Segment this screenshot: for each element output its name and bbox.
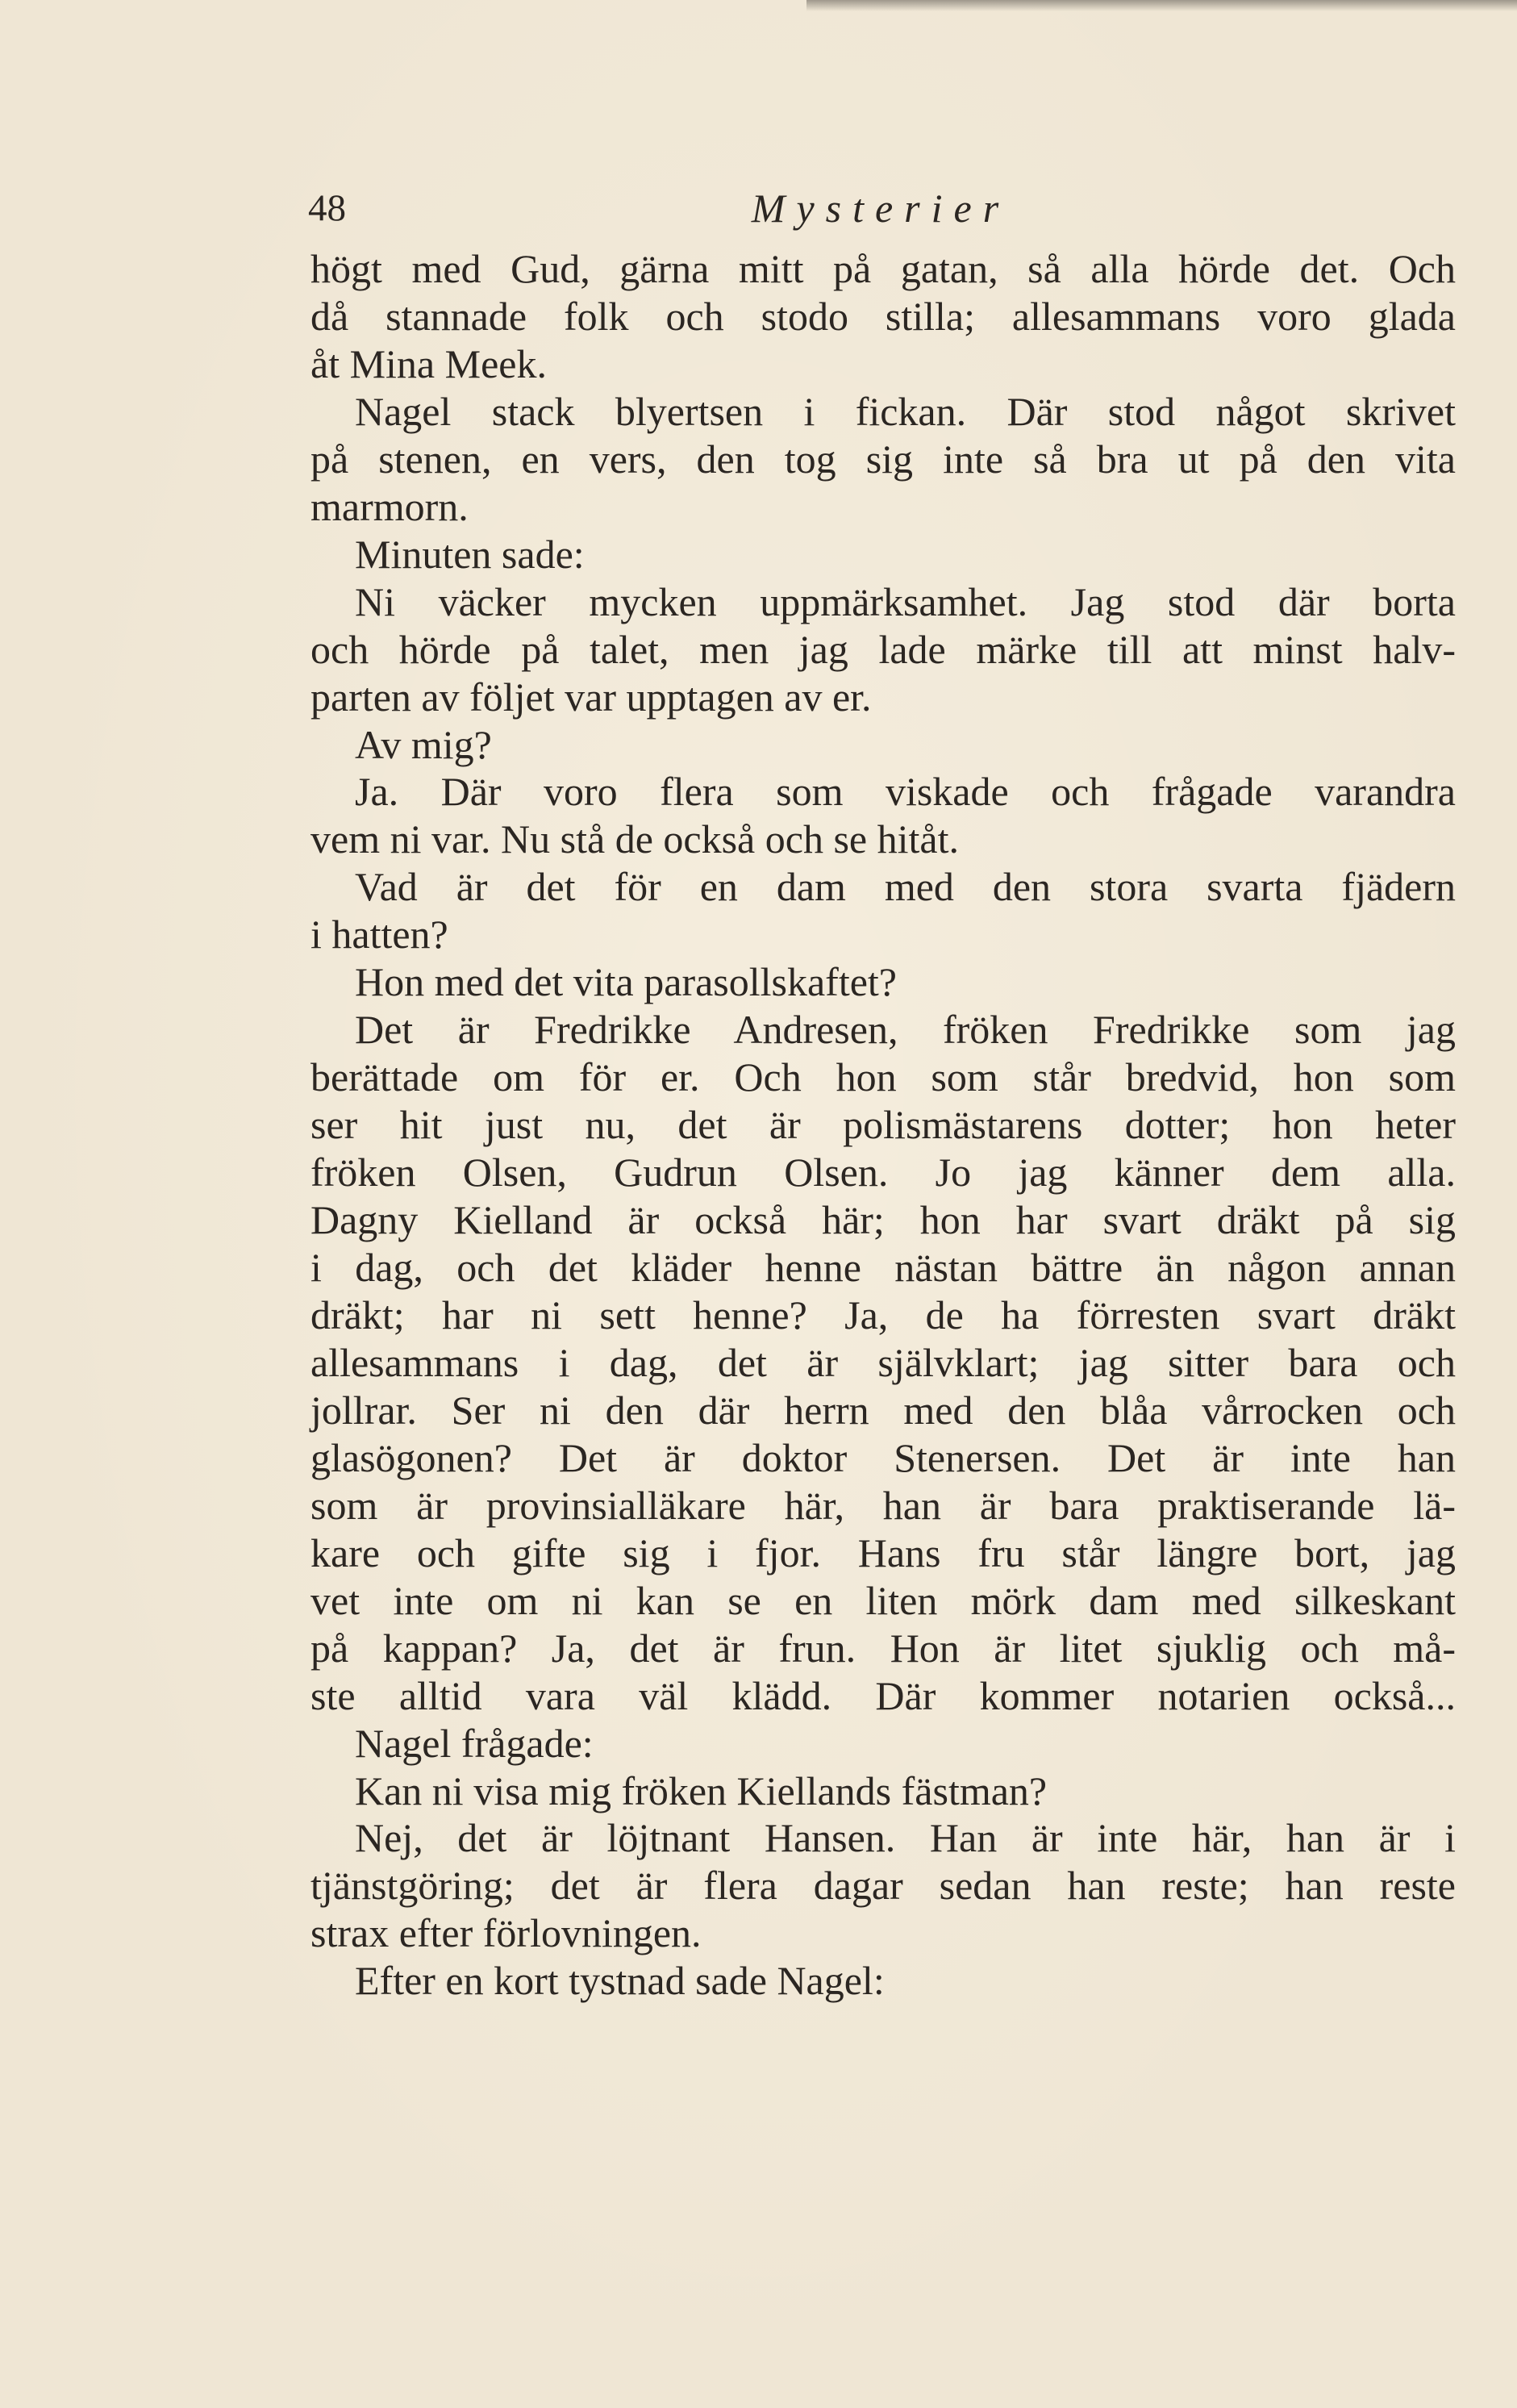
text-line: jollrar. Ser ni den där herrn med den blåa vårrocken och bbox=[310, 1387, 1456, 1433]
text-line: på stenen, en vers, den tog sig inte så bra ut på den vita bbox=[310, 436, 1456, 482]
text-line: fröken Olsen, Gudrun Olsen. Jo jag känner dem alla. bbox=[310, 1150, 1456, 1196]
text-line: Kan ni visa mig fröken Kiellands fästman? bbox=[355, 1767, 1048, 1813]
text-line: parten av följet var upptagen av er. bbox=[310, 674, 872, 720]
text-line: åt Mina Meek. bbox=[310, 340, 547, 386]
text-line: glasögonen? Det är doktor Stenersen. Det är inte han bbox=[310, 1434, 1456, 1480]
text-line: Nagel stack blyertsen i fickan. Där stod något skrivet bbox=[355, 388, 1456, 434]
text-line: högt med Gud, gärna mitt på gatan, så alla hörde det. Och bbox=[310, 246, 1456, 291]
text-line: ser hit just nu, det är polismästarens dotter; hon heter bbox=[310, 1102, 1456, 1148]
text-line: i dag, och det kläder henne nästan bättre än någon annan bbox=[310, 1245, 1456, 1291]
body-text bbox=[310, 245, 1456, 2005]
text-line: som är provinsialläkare här, han är bara praktiserande lä- bbox=[310, 1482, 1456, 1528]
text-line: på kappan? Ja, det är frun. Hon är litet sjuklig och må- bbox=[310, 1625, 1456, 1671]
text-line: Nagel frågade: bbox=[355, 1720, 594, 1766]
text-line: Ni väcker mycken uppmärksamhet. Jag stod där borta bbox=[355, 578, 1456, 624]
running-head bbox=[308, 176, 1453, 240]
text-line: Ja. Där voro flera som viskade och frågade varandra bbox=[355, 769, 1456, 815]
text-line: vem ni var. Nu stå de också och se hitåt. bbox=[310, 816, 959, 862]
text-line: dräkt; har ni sett henne? Ja, de ha förresten svart dräkt bbox=[310, 1292, 1456, 1338]
text-line: Minuten sade: bbox=[355, 531, 585, 577]
text-line: Nej, det är löjtnant Hansen. Han är inte här, han är i bbox=[355, 1815, 1456, 1861]
text-line: då stannade folk och stodo stilla; allesammans voro glada bbox=[310, 293, 1456, 339]
text-line: Efter en kort tystnad sade Nagel: bbox=[355, 1958, 885, 2004]
text-line: i hatten? bbox=[310, 912, 448, 958]
text-line: allesammans i dag, det är självklart; jag sitter bara och bbox=[310, 1339, 1456, 1385]
page-edge-shadow bbox=[806, 0, 1517, 11]
text-line: berättade om för er. Och hon som står bredvid, hon som bbox=[310, 1054, 1456, 1100]
text-line: Det är Fredrikke Andresen, fröken Fredrikke som jag bbox=[355, 1007, 1456, 1053]
text-line: kare och gifte sig i fjor. Hans fru står längre bort, jag bbox=[310, 1530, 1456, 1575]
text-line: Vad är det för en dam med den stora svarta fjädern bbox=[355, 864, 1456, 910]
text-line: vet inte om ni kan se en liten mörk dam med silkeskant bbox=[310, 1577, 1456, 1623]
text-line: tjänstgöring; det är flera dagar sedan han reste; han reste bbox=[310, 1863, 1456, 1909]
text-line: och hörde på talet, men jag lade märke till att minst halv- bbox=[310, 626, 1456, 672]
text-line: strax efter förlovningen. bbox=[310, 1910, 702, 1956]
text-line: Dagny Kielland är också här; hon har svart dräkt på sig bbox=[310, 1197, 1456, 1243]
text-line: ste alltid vara väl klädd. Där kommer notarien också... bbox=[310, 1672, 1456, 1718]
page-number: 48 bbox=[308, 187, 346, 229]
text-line: Av mig? bbox=[355, 721, 492, 767]
running-title: Mysterier bbox=[751, 186, 1011, 231]
text-line: Hon med det vita parasollskaftet? bbox=[355, 959, 897, 1005]
text-line: marmorn. bbox=[310, 483, 469, 529]
